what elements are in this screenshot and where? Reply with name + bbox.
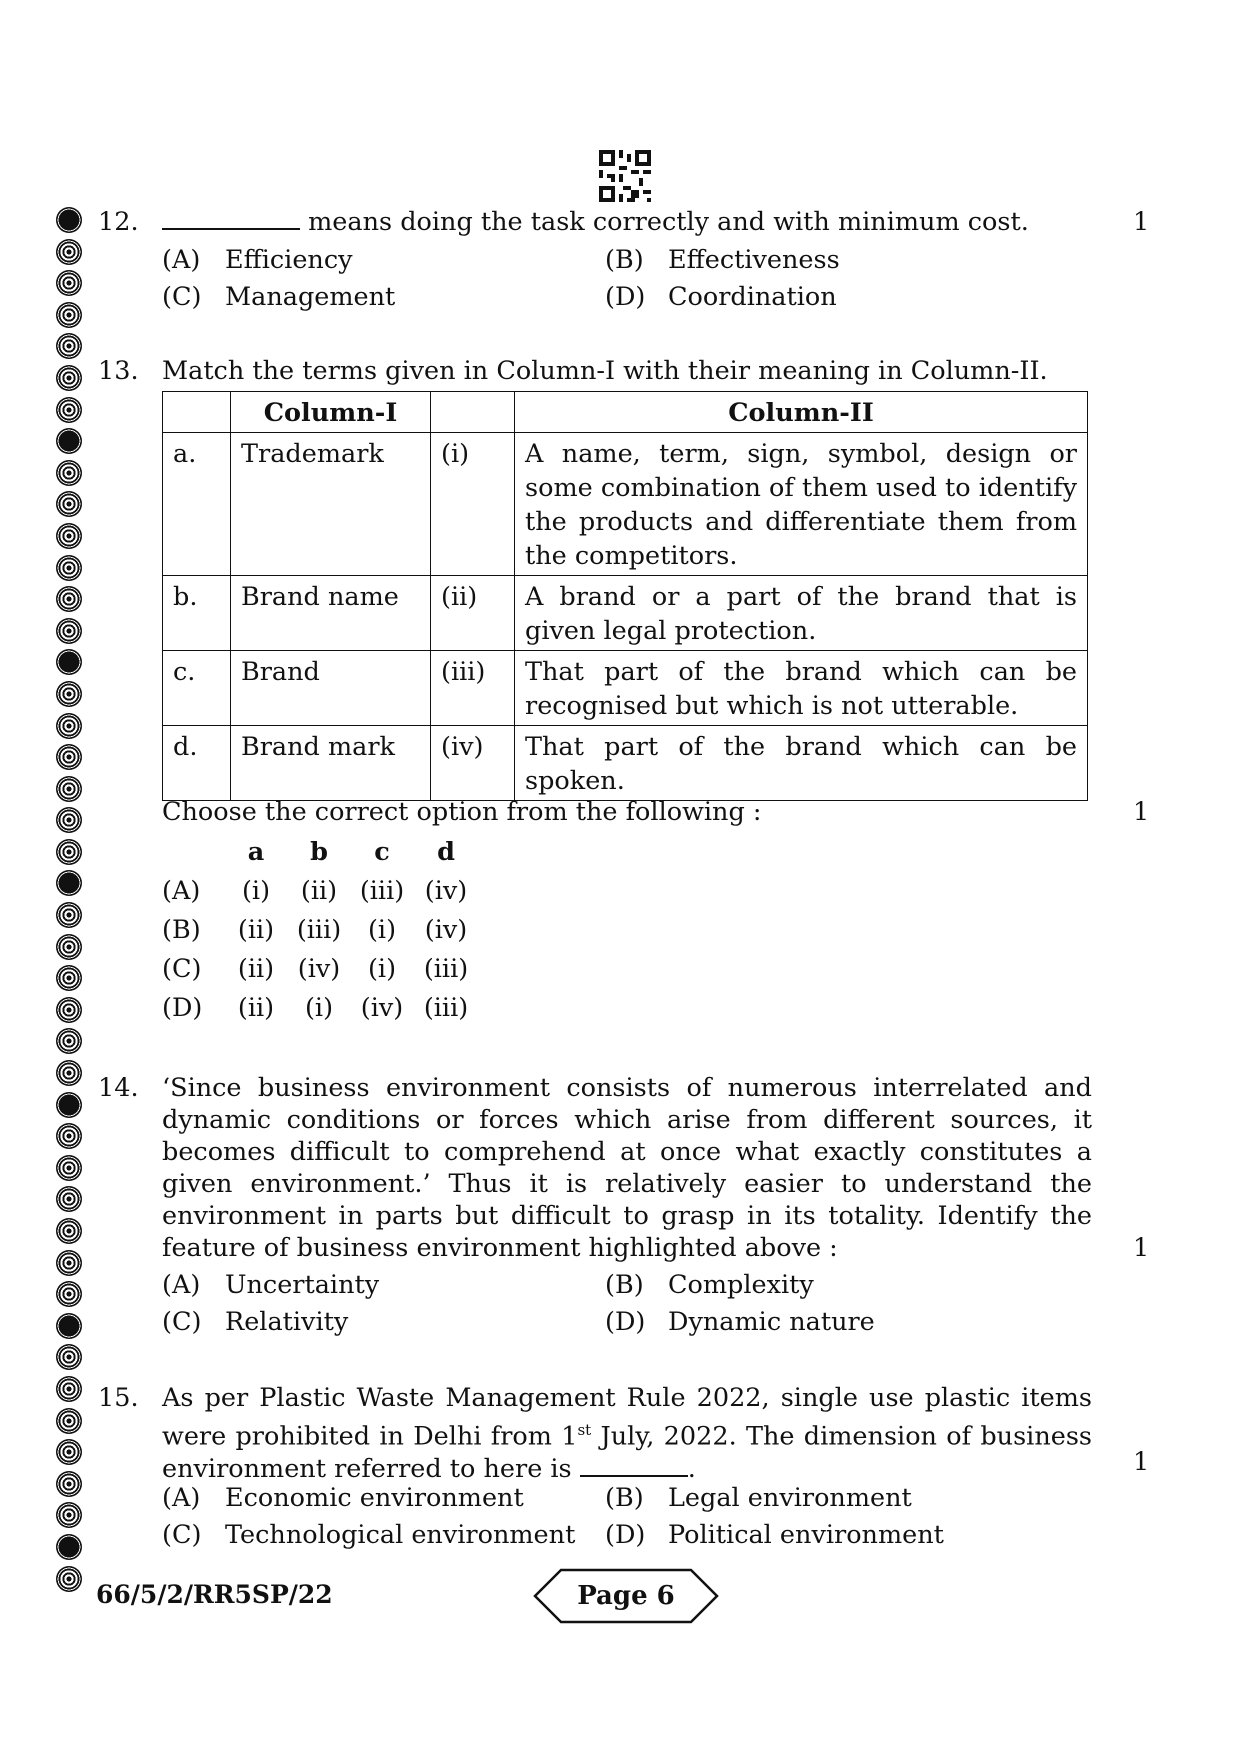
page-number-badge: [533, 1568, 719, 1628]
option-label: (A): [162, 245, 201, 275]
margin-circle-icon: [56, 713, 82, 739]
margin-circle-icon: [56, 491, 82, 517]
margin-circle-strip: [56, 207, 86, 1597]
grid-cell: (i): [367, 954, 397, 984]
grid-header: c: [374, 837, 390, 867]
option-a: [162, 244, 353, 277]
marks: 1: [1133, 1233, 1150, 1263]
question-text: Match the terms given in Column-I with their meaning in Column-II.: [162, 356, 1048, 386]
margin-circle-icon: [56, 997, 82, 1023]
margin-circle-icon: [56, 744, 82, 770]
grid-option-label: (B): [162, 915, 201, 945]
answer-blank: [580, 1455, 688, 1477]
option-text: Dynamic nature: [668, 1307, 875, 1337]
option-text: Political environment: [668, 1520, 944, 1550]
table-row: [163, 576, 1088, 651]
grid-option-label: (D): [162, 993, 203, 1023]
table-header: Column-II: [515, 392, 1088, 433]
table-cell: (iii): [431, 651, 515, 726]
option-d: [605, 281, 837, 314]
question-text-end: .: [687, 1453, 696, 1484]
margin-circle-icon: [56, 965, 82, 991]
option-text: Complexity: [668, 1270, 814, 1300]
grid-cell: (i): [304, 993, 334, 1023]
margin-circle-icon: [56, 839, 82, 865]
margin-circle-icon: [56, 239, 82, 265]
margin-circle-icon: [56, 649, 82, 675]
table-cell: Brand: [231, 651, 431, 726]
question-13: [98, 355, 1148, 395]
table-cell: (i): [431, 433, 515, 576]
margin-circle-icon: [56, 333, 82, 359]
option-label: (B): [605, 1270, 644, 1300]
margin-circle-icon: [56, 207, 82, 233]
table-cell: That part of the brand which can be spoken.: [515, 726, 1088, 801]
question-number: 14.: [98, 1073, 139, 1103]
qr-code-icon: [599, 150, 651, 202]
grid-cell: (iii): [359, 876, 405, 906]
option-text: Efficiency: [225, 245, 353, 275]
option-text: Management: [225, 282, 396, 312]
question-text-part: As per Plastic Waste Management Rule 2022, single use plastic items were prohibited in Delhi from 1: [162, 1383, 1092, 1452]
table-cell: a.: [163, 433, 231, 576]
option-label: (A): [162, 1483, 201, 1513]
grid-header: b: [310, 837, 328, 867]
question-text: [162, 1382, 1092, 1485]
option-c: [162, 1306, 348, 1339]
option-b: [605, 244, 840, 277]
margin-circle-icon: [56, 1281, 82, 1307]
option-text: Economic environment: [225, 1483, 524, 1513]
table-header-row: [163, 392, 1088, 433]
margin-circle-icon: [56, 1060, 82, 1086]
option-label: (D): [605, 1520, 646, 1550]
option-label: (A): [162, 1270, 201, 1300]
grid-option-label: (C): [162, 954, 202, 984]
grid-cell: (iii): [296, 915, 342, 945]
grid-cell: (ii): [237, 993, 275, 1023]
grid-option-label: (A): [162, 876, 201, 906]
table-header: Column-I: [231, 392, 431, 433]
option-text: Legal environment: [668, 1483, 912, 1513]
option-label: (C): [162, 282, 202, 312]
margin-circle-icon: [56, 1123, 82, 1149]
margin-circle-icon: [56, 934, 82, 960]
margin-circle-icon: [56, 618, 82, 644]
margin-circle-icon: [56, 1502, 82, 1528]
grid-cell: (iv): [360, 993, 404, 1023]
option-b: [605, 1482, 912, 1515]
table-row: [163, 433, 1088, 576]
question-number: 12.: [98, 207, 139, 237]
option-label: (D): [605, 282, 646, 312]
grid-cell: (iv): [297, 954, 341, 984]
margin-circle-icon: [56, 586, 82, 612]
option-text: Uncertainty: [225, 1270, 380, 1300]
grid-cell: (iii): [423, 954, 469, 984]
question-13-instruction: [98, 796, 1148, 832]
table-cell: b.: [163, 576, 231, 651]
margin-circle-icon: [56, 460, 82, 486]
margin-circle-icon: [56, 523, 82, 549]
margin-circle-icon: [56, 681, 82, 707]
table-cell: A name, term, sign, symbol, design or some combination of them used to identify the products and differentiate them from the competitors.: [515, 433, 1088, 576]
option-label: (B): [605, 1483, 644, 1513]
marks: 1: [1133, 207, 1150, 237]
option-label: (B): [605, 245, 644, 275]
table-cell: c.: [163, 651, 231, 726]
margin-circle-icon: [56, 1313, 82, 1339]
question-15: [98, 1382, 1148, 1562]
option-text: Effectiveness: [668, 245, 840, 275]
grid-cell: (ii): [237, 954, 275, 984]
paper-code: 66/5/2/RR5SP/22: [96, 1580, 333, 1609]
question-text-part: July, 2022. The dimension of business environment referred to here is: [162, 1421, 1093, 1484]
option-label: (C): [162, 1307, 202, 1337]
choose-instruction: Choose the correct option from the following :: [162, 797, 762, 827]
option-d: [605, 1519, 944, 1552]
match-table: [162, 391, 1088, 801]
question-number: 15.: [98, 1383, 139, 1413]
margin-circle-icon: [56, 1028, 82, 1054]
option-c: [162, 1519, 575, 1552]
question-14: [98, 1072, 1148, 1352]
option-a: [162, 1482, 524, 1515]
margin-circle-icon: [56, 1218, 82, 1244]
question-number: 13.: [98, 356, 139, 386]
margin-circle-icon: [56, 870, 82, 896]
table-cell: A brand or a part of the brand that is given legal protection.: [515, 576, 1088, 651]
option-text: Coordination: [668, 282, 837, 312]
margin-circle-icon: [56, 1471, 82, 1497]
grid-cell: (iv): [424, 876, 468, 906]
margin-circle-icon: [56, 1408, 82, 1434]
table-cell: That part of the brand which can be recognised but which is not utterable.: [515, 651, 1088, 726]
table-cell: (iv): [431, 726, 515, 801]
table-row: [163, 726, 1088, 801]
option-label: (C): [162, 1520, 202, 1550]
grid-cell: (i): [367, 915, 397, 945]
margin-circle-icon: [56, 1250, 82, 1276]
marks: 1: [1133, 797, 1150, 827]
grid-cell: (iv): [424, 915, 468, 945]
table-cell: Brand name: [231, 576, 431, 651]
question-text-body: means doing the task correctly and with minimum cost.: [300, 207, 1029, 237]
margin-circle-icon: [56, 1186, 82, 1212]
margin-circle-icon: [56, 428, 82, 454]
option-text: Technological environment: [225, 1520, 576, 1550]
margin-circle-icon: [56, 302, 82, 328]
grid-cell: (ii): [300, 876, 338, 906]
grid-cell: (iii): [423, 993, 469, 1023]
answer-blank: [162, 208, 300, 230]
margin-circle-icon: [56, 1566, 82, 1592]
question-text: [162, 206, 1092, 239]
question-12: [98, 206, 1148, 316]
margin-circle-icon: [56, 807, 82, 833]
table-cell: d.: [163, 726, 231, 801]
margin-circle-icon: [56, 1534, 82, 1560]
grid-header: a: [247, 837, 265, 867]
option-a: [162, 1269, 379, 1302]
margin-circle-icon: [56, 1439, 82, 1465]
table-cell: Trademark: [231, 433, 431, 576]
option-label: (D): [605, 1307, 646, 1337]
option-b: [605, 1269, 814, 1302]
page-number: Page 6: [577, 1581, 675, 1611]
margin-circle-icon: [56, 270, 82, 296]
marks: 1: [1133, 1447, 1150, 1477]
margin-circle-icon: [56, 902, 82, 928]
margin-circle-icon: [56, 1155, 82, 1181]
ordinal-superscript: st: [577, 1421, 592, 1439]
table-cell: Brand mark: [231, 726, 431, 801]
table-header: [431, 392, 515, 433]
grid-header: d: [437, 837, 455, 867]
table-cell: (ii): [431, 576, 515, 651]
option-d: [605, 1306, 875, 1339]
margin-circle-icon: [56, 1092, 82, 1118]
option-c: [162, 281, 395, 314]
margin-circle-icon: [56, 1376, 82, 1402]
margin-circle-icon: [56, 555, 82, 581]
margin-circle-icon: [56, 397, 82, 423]
grid-cell: (ii): [237, 915, 275, 945]
question-text: ‘Since business environment consists of numerous interrelated and dynamic conditions or forces which arise from different sources, it becomes difficult to comprehend at once what exactly constitutes a given environment.’ Thus it is relatively easier to understand the environment in parts but difficult to grasp in its totality. Identify the feature of business environment highlighted above :: [162, 1073, 1092, 1263]
margin-circle-icon: [56, 365, 82, 391]
grid-cell: (i): [241, 876, 271, 906]
option-text: Relativity: [225, 1307, 349, 1337]
margin-circle-icon: [56, 1344, 82, 1370]
table-header: [163, 392, 231, 433]
table-row: [163, 651, 1088, 726]
margin-circle-icon: [56, 776, 82, 802]
